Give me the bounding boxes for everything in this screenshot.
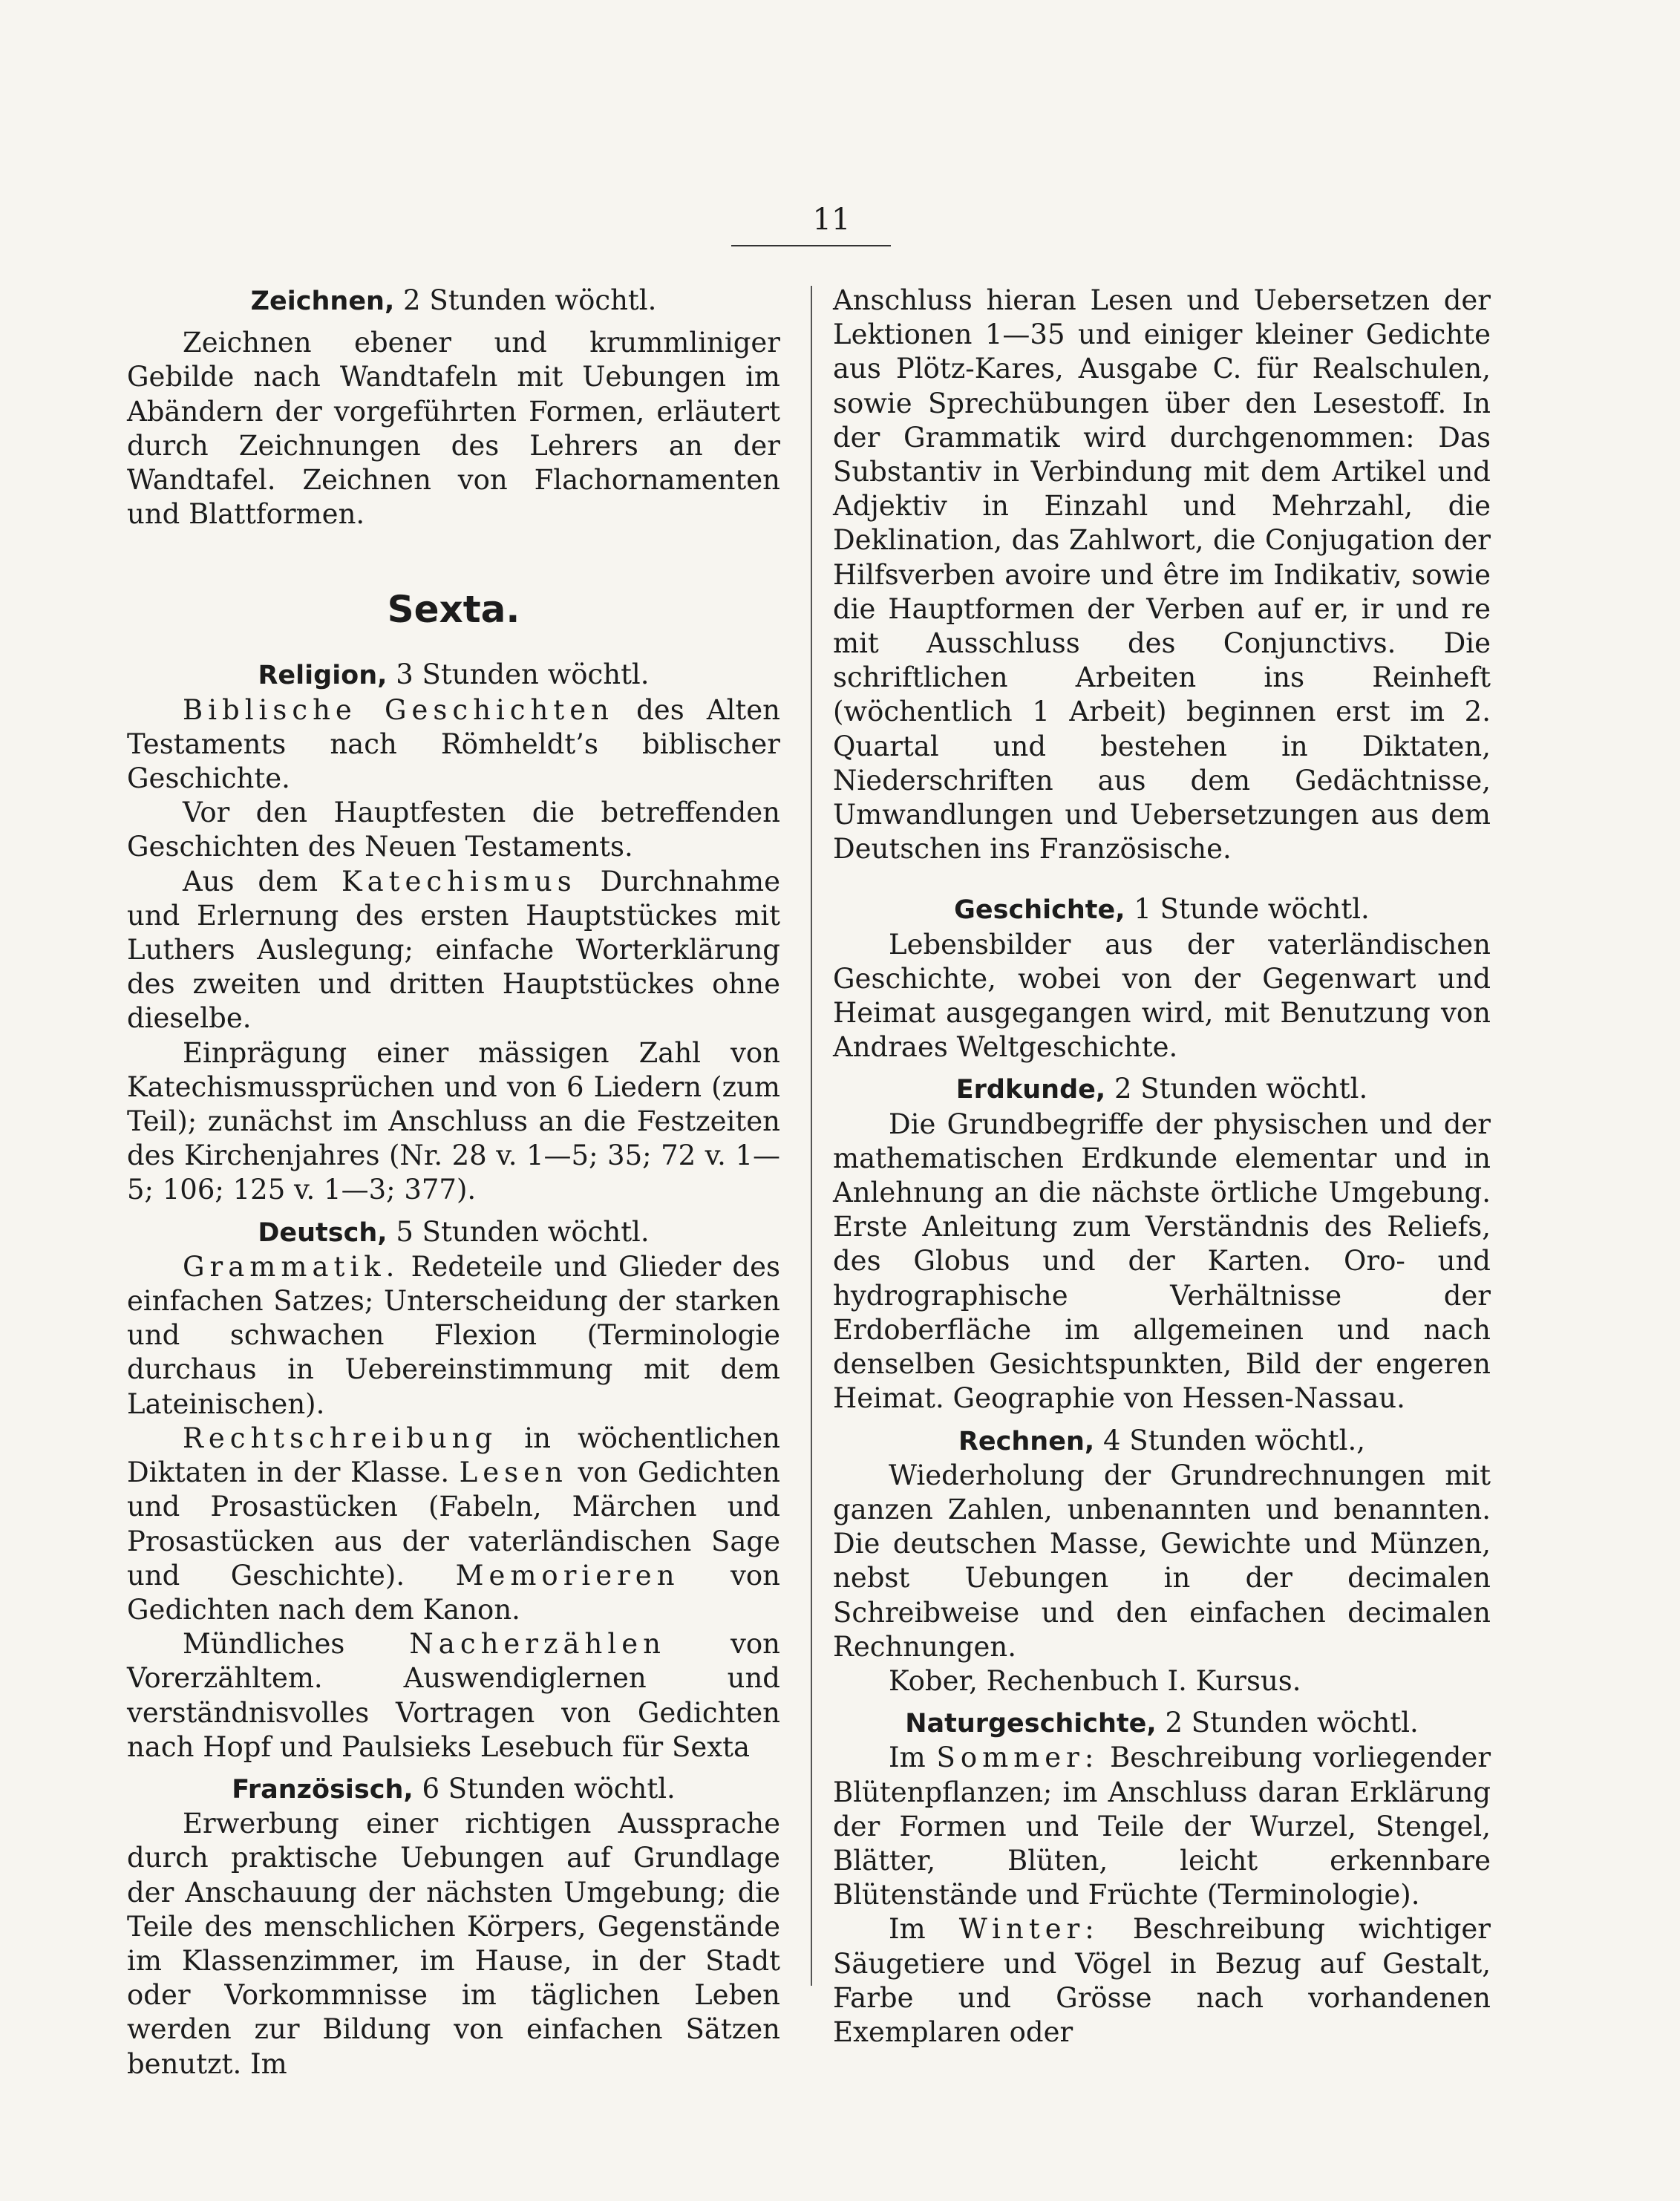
heading-religion (127, 658, 780, 693)
heading-franzoesisch (127, 1772, 780, 1807)
deutsch-p3-rest: von Vorerzähltem. Auswendiglernen und verständnisvolles Vortragen von Gedichten nach Hopf und Paulsieks Lesebuch für Sexta (127, 1628, 780, 1763)
deutsch-p3-pre: Mündliches (183, 1628, 345, 1661)
deutsch-p3-spaced: Nacherzählen (409, 1628, 666, 1661)
heading-franzoesisch-hours: 6 Stunden wöchtl. (422, 1772, 676, 1805)
franzoesisch-continuation: Anschluss hieran Lesen und Uebersetzen der Lektionen 1—35 und einiger kleiner Gedichte aus Plötz-Kares, Ausgabe C. für Realschulen, sowie Sprechübungen über den Lesestoff. In der Grammatik wird durchgenommen: Das Substantiv in Verbindung mit dem Artikel und Adjektiv in Einzahl und Mehrzahl, die Deklination, das Zahlwort, die Conjugation der Hilfsverben avoire und être im Indikativ, sowie die Hauptformen der Verben auf er, ir und re mit Ausschluss des Conjunctivs. Die schriftlichen Arbeiten ins Reinheft (wöchentlich 1 Arbeit) beginnen erst im 2. Quartal und bestehen in Diktaten, Niederschriften aus dem Gedächtnisse, Umwandlungen und Uebersetzungen aus dem Deutschen ins Französische. (833, 284, 1491, 866)
geschichte-paragraph-1: Lebensbilder aus der vaterländischen Geschichte, wobei von der Gegenwart und Heimat ausgegangen wird, mit Benutzung von Andraes Weltgeschichte. (833, 928, 1491, 1064)
column-divider (811, 286, 812, 1986)
naturgeschichte-p1-spaced: Sommer: (936, 1741, 1099, 1774)
heading-erdkunde (833, 1072, 1491, 1107)
religion-spaced-term: Biblische Geschichten (183, 693, 614, 726)
deutsch-paragraph-1 (127, 1250, 780, 1422)
deutsch-paragraph-2 (127, 1422, 780, 1627)
heading-rechnen (833, 1424, 1491, 1459)
religion-paragraph-3 (127, 865, 780, 1036)
heading-naturgeschichte-title: Naturgeschichte, (905, 1709, 1157, 1739)
deutsch-p2-a: in wöchentlichen Diktaten in der Klasse. (127, 1422, 780, 1489)
naturgeschichte-paragraph-2 (833, 1912, 1491, 2050)
naturgeschichte-p1-rest: Beschreibung vorliegender Blütenpflanzen; im Anschluss daran Erklärung der Formen und Teile der Wurzel, Stengel, Blätter, Blüten, leicht erkennbare Blütenstände und Früchte (Terminologie). (833, 1741, 1491, 1911)
deutsch-p2-spaced3: Memorieren (455, 1559, 680, 1592)
deutsch-p1-rest: Redeteile und Glieder des einfachen Satzes; Unterscheidung der starken und schwachen Flexion (Terminologie durchaus in Uebereinstimmung mit dem Lateinischen). (127, 1250, 780, 1420)
religion-paragraph-2: Vor den Hauptfesten die betreffenden Geschichten des Neuen Testaments. (127, 797, 780, 863)
deutsch-p2-spaced2: Lesen (459, 1456, 568, 1489)
rechnen-paragraph-1: Wiederholung der Grundrechnungen mit ganzen Zahlen, unbenannten und benannten. Die deutschen Masse, Gewichte und Münzen, nebst Uebungen in der decimalen Schreibweise und den einfachen decimalen Rechnungen. (833, 1459, 1491, 1663)
deutsch-p1-spaced: Grammatik. (183, 1250, 400, 1283)
religion-p3-spaced: Katechismus (341, 865, 577, 897)
deutsch-paragraph-3 (127, 1627, 780, 1765)
heading-rechnen-title: Rechnen, (958, 1426, 1095, 1456)
religion-p1-rest: des Alten Testaments nach Römheldt’s biblischer Geschichte. (127, 693, 781, 795)
left-column (127, 284, 780, 2081)
religion-p3-pre: Aus dem (183, 865, 318, 897)
naturgeschichte-p2-pre: Im (889, 1913, 926, 1946)
naturgeschichte-paragraph-1 (833, 1741, 1491, 1912)
heading-rechnen-hours: 4 Stunden wöchtl., (1102, 1424, 1366, 1456)
erdkunde-paragraph-1: Die Grundbegriffe der physischen und der mathematischen Erdkunde elementar und in Anlehnung an die nächste örtliche Umgebung. Erste Anleitung zum Verständnis des Reliefs, des Globus und der Karten. Oro- und hydrographische Verhältnisse der Erdoberfläche im allgemeinen und nach denselben Gesichtspunkten, Bild der engeren Heimat. Geographie von Hessen-Nassau. (833, 1108, 1491, 1415)
heading-geschichte-hours: 1 Stunde wöchtl. (1134, 893, 1370, 926)
part-heading-sexta: Sexta. (387, 588, 520, 632)
heading-erdkunde-title: Erdkunde, (955, 1075, 1106, 1105)
heading-deutsch-title: Deutsch, (258, 1217, 388, 1248)
heading-religion-hours: 3 Stunden wöchtl. (396, 658, 650, 691)
heading-franzoesisch-title: Französisch, (232, 1774, 414, 1805)
naturgeschichte-p2-spaced: Winter: (958, 1913, 1099, 1946)
deutsch-p2-spaced: Rechtschreibung (183, 1422, 498, 1454)
right-column (833, 284, 1491, 2050)
heading-naturgeschichte-hours: 2 Stunden wöchtl. (1165, 1707, 1419, 1739)
heading-naturgeschichte (833, 1706, 1491, 1741)
deutsch-p2-b: von Gedichten und Prosastücken (Fabeln, Märchen und Prosastücken aus der vaterländischen Sage und Geschichte). (127, 1456, 781, 1592)
heading-zeichnen-title: Zeichnen, (250, 287, 395, 316)
heading-zeichnen-hours: 2 Stunden wöchtl. (403, 284, 657, 316)
page-number-rule (731, 245, 891, 246)
religion-paragraph-1 (127, 693, 780, 797)
heading-deutsch-hours: 5 Stunden wöchtl. (396, 1215, 650, 1248)
deutsch-p2-c: von Gedichten nach dem Kanon. (127, 1559, 780, 1626)
religion-paragraph-4: Einprägung einer mässigen Zahl von Katechismussprüchen und von 6 Liedern (zum Teil); zunächst im Anschluss an die Festzeiten des Kirchenjahres (Nr. 28 v. 1—5; 35; 72 v. 1—5; 106; 125 v. 1—3; 377). (127, 1036, 780, 1206)
franzoesisch-paragraph-1: Erwerbung einer richtigen Aussprache durch praktische Uebungen auf Grundlage der Anschauung der nächsten Umgebung; die Teile des menschlichen Körpers, Gegenstände im Klassenzimmer, im Hause, in der Stadt oder Vorkommnisse im täglichen Leben werden zur Bildung von einfachen Sätzen benutzt. Im (127, 1808, 780, 2080)
heading-erdkunde-hours: 2 Stunden wöchtl. (1114, 1073, 1368, 1105)
heading-geschichte (833, 892, 1491, 927)
heading-religion-title: Religion, (258, 661, 388, 691)
religion-p3-rest: Durchnahme und Erlernung des ersten Hauptstückes mit Luthers Auslegung; einfache Worterklärung des zweiten und dritten Hauptstückes ohne dieselbe. (127, 865, 781, 1035)
naturgeschichte-p2-rest: Beschreibung wichtiger Säugetiere und Vögel in Bezug auf Gestalt, Farbe und Grösse nach vorhandenen Exemplaren oder (833, 1913, 1491, 2048)
rechnen-paragraph-2: Kober, Rechenbuch I. Kursus. (889, 1664, 1301, 1697)
zeichnen-paragraph: Zeichnen ebener und krummliniger Gebilde nach Wandtafeln mit Uebungen im Abändern der vorgeführten Formen, erläutert durch Zeichnungen des Lehrers an der Wandtafel. Zeichnen von Flachornamenten und Blattformen. (127, 327, 780, 531)
heading-deutsch (127, 1215, 780, 1250)
heading-geschichte-title: Geschichte, (954, 895, 1125, 926)
heading-zeichnen (127, 284, 780, 318)
naturgeschichte-p1-pre: Im (889, 1741, 926, 1774)
page-number: 11 (812, 203, 851, 237)
